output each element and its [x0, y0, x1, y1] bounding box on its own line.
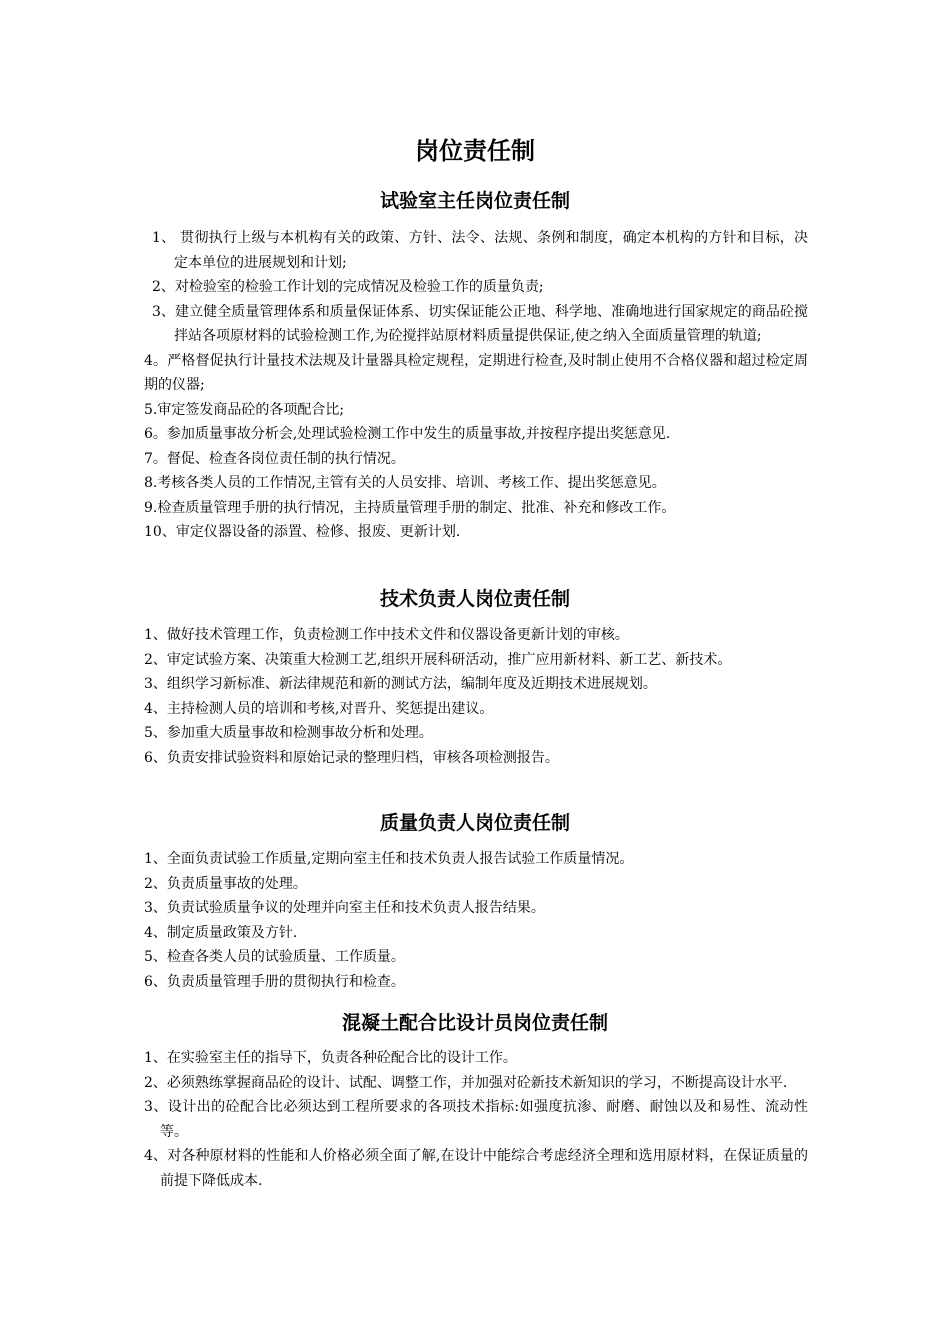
list-item: 3、组织学习新标准、新法律规范和新的测试方法，编制年度及近期技术进展规划。: [144, 676, 657, 692]
list-item: 5、检查各类人员的试验质量、工作质量。: [144, 949, 405, 965]
list-item: 2、对检验室的检验工作计划的完成情况及检验工作的质量负责;: [152, 279, 544, 295]
section-list-technical-lead: [144, 623, 808, 770]
list-item: 8.考核各类人员的工作情况,主管有关的人员安排、培训、考核工作、提出奖惩意见。: [144, 475, 666, 491]
section-list-lab-director: [144, 226, 808, 545]
list-item: 4、制定质量政策及方针.: [144, 924, 298, 941]
list-item: 7。督促、检查各岗位责任制的执行情况。: [144, 450, 405, 467]
list-item: 5、参加重大质量事故和检测事故分析和处理。: [144, 725, 433, 741]
list-item: 1、全面负责试验工作质量,定期向室主任和技术负责人报告试验工作质量情况。: [144, 851, 634, 867]
section-title-quality-lead: 质量负责人岗位责任制: [379, 812, 570, 834]
list-item: 1、在实验室主任的指导下，负责各种砼配合比的设计工作。: [144, 1050, 517, 1066]
list-item: 2、负责质量事故的处理。: [144, 875, 307, 892]
section-title-lab-director: 试验室主任岗位责任制: [379, 190, 570, 212]
section-title-mix-designer: 混凝土配合比设计员岗位责任制: [341, 1012, 608, 1034]
list-item: 6。参加质量事故分析会,处理试验检测工作中发生的质量事故,并按程序提出奖惩意见.: [144, 426, 671, 442]
list-item: 1、做好技术管理工作，负责检测工作中技术文件和仪器设备更新计划的审核。: [144, 627, 629, 643]
list-item: 3、设计出的砼配合比必须达到工程所要求的各项技术指标:如强度抗渗、耐磨、耐蚀以及和易性、流动性等。: [144, 1099, 808, 1140]
page-title: 岗位责任制: [415, 137, 535, 165]
list-item: 3、负责试验质量争议的处理并向室主任和技术负责人报告结果。: [144, 900, 545, 916]
list-item: 6、负责质量管理手册的贯彻执行和检查。: [144, 973, 405, 990]
section-title-technical-lead: 技术负责人岗位责任制: [379, 588, 570, 610]
list-item: 10、审定仪器设备的添置、检修、报废、更新计划.: [144, 524, 461, 540]
section-list-quality-lead: [144, 847, 808, 994]
list-item: 4、对各种原材料的性能和人价格必须全面了解,在设计中能综合考虑经济全理和选用原材料，在保证质量的前提下降低成本.: [144, 1148, 808, 1189]
section-list-mix-designer: [144, 1046, 808, 1193]
list-item: 4、主持检测人员的培训和考核,对晋升、奖惩提出建议。: [144, 700, 494, 717]
list-item-text: 9.检查质量管理手册的执行情况，主持质量管理手册的制定、批准、补充和修改工作。: [144, 499, 676, 516]
list-item: 6、负责安排试验资料和原始记录的整理归档，审核各项检测报告。: [144, 749, 559, 766]
list-item: 2、必须熟练掌握商品砼的设计、试配、调整工作，并加强对砼新技术新知识的学习，不断提高设计水平.: [144, 1074, 788, 1091]
list-item: 2、审定试验方案、决策重大检测工艺,组织开展科研活动，推广应用新材料、新工艺、新技术。: [144, 651, 732, 668]
list-item: 5.审定签发商品砼的各项配合比;: [144, 401, 345, 418]
list-item-highlighted: [144, 496, 808, 521]
list-item: 3、建立健全质量管理体系和质量保证体系、切实保证能公正地、科学地、准确地进行国家规定的商品砼搅拌站各项原材料的试验检测工作,为砼搅拌站原材料质量提供保证,使之纳入全面质量管理的轨道;: [152, 303, 808, 344]
list-item: 1、 贯彻执行上级与本机构有关的政策、方针、法令、法规、条例和制度，确定本机构的方针和目标，决定本单位的进展规划和计划;: [152, 230, 808, 271]
list-item: 4。严格督促执行计量技术法规及计量器具检定规程，定期进行检查,及时制止使用不合格仪器和超过检定周期的仪器;: [144, 352, 808, 393]
